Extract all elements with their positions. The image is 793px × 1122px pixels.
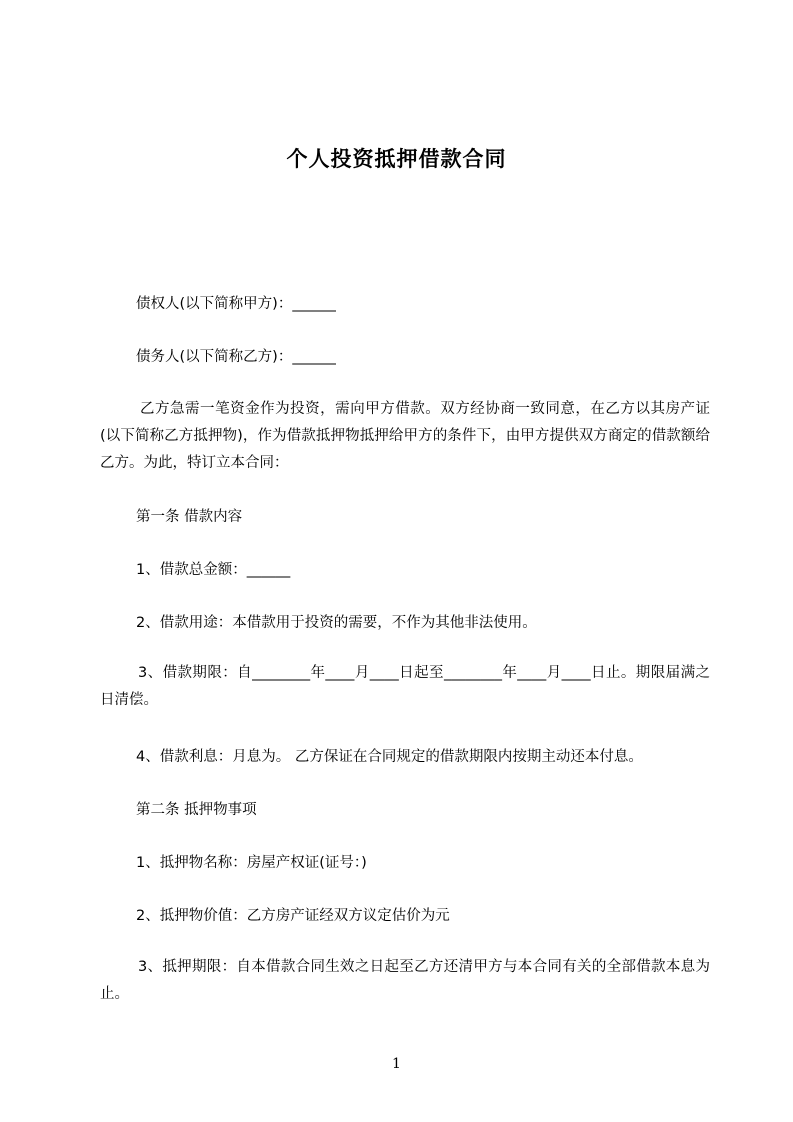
article1-item2: 2、借款用途：本借款用于投资的需要，不作为其他非法使用。 (136, 615, 537, 631)
article2-heading: 第二条 抵押物事项 (136, 802, 257, 818)
article2-item2: 2、抵押物价值：乙方房产证经双方议定估价为元 (136, 908, 450, 924)
creditor-line: 债权人(以下简称甲方)：______ (136, 296, 336, 312)
intro-paragraph: 乙方急需一笔资金作为投资，需向甲方借款。双方经协商一致同意，在乙方以其房产证(以下简称乙方抵押物)，作为借款抵押物抵押给甲方的条件下，由甲方提供双方商定的借款额给乙方。为此，特订立本合同： (100, 401, 710, 471)
article1-item3: 3、借款期限：自________年____月____日起至________年____月____日止。期限届满之日清偿。 (100, 665, 710, 708)
debtor-line: 债务人(以下简称乙方)：______ (136, 349, 336, 365)
document-title: 个人投资抵押借款合同 (286, 147, 507, 171)
page-number: 1 (392, 1056, 401, 1072)
article1-heading: 第一条 借款内容 (136, 509, 243, 525)
article2-item3: 3、抵押期限：自本借款合同生效之日起至乙方还清甲方与本合同有关的全部借款本息为止。 (100, 959, 710, 1002)
article1-item1: 1、借款总金额：______ (136, 562, 291, 578)
article1-item4: 4、借款利息：月息为。 乙方保证在合同规定的借款期限内按期主动还本付息。 (136, 749, 643, 765)
article2-item1: 1、抵押物名称：房屋产权证(证号：) (136, 855, 367, 871)
